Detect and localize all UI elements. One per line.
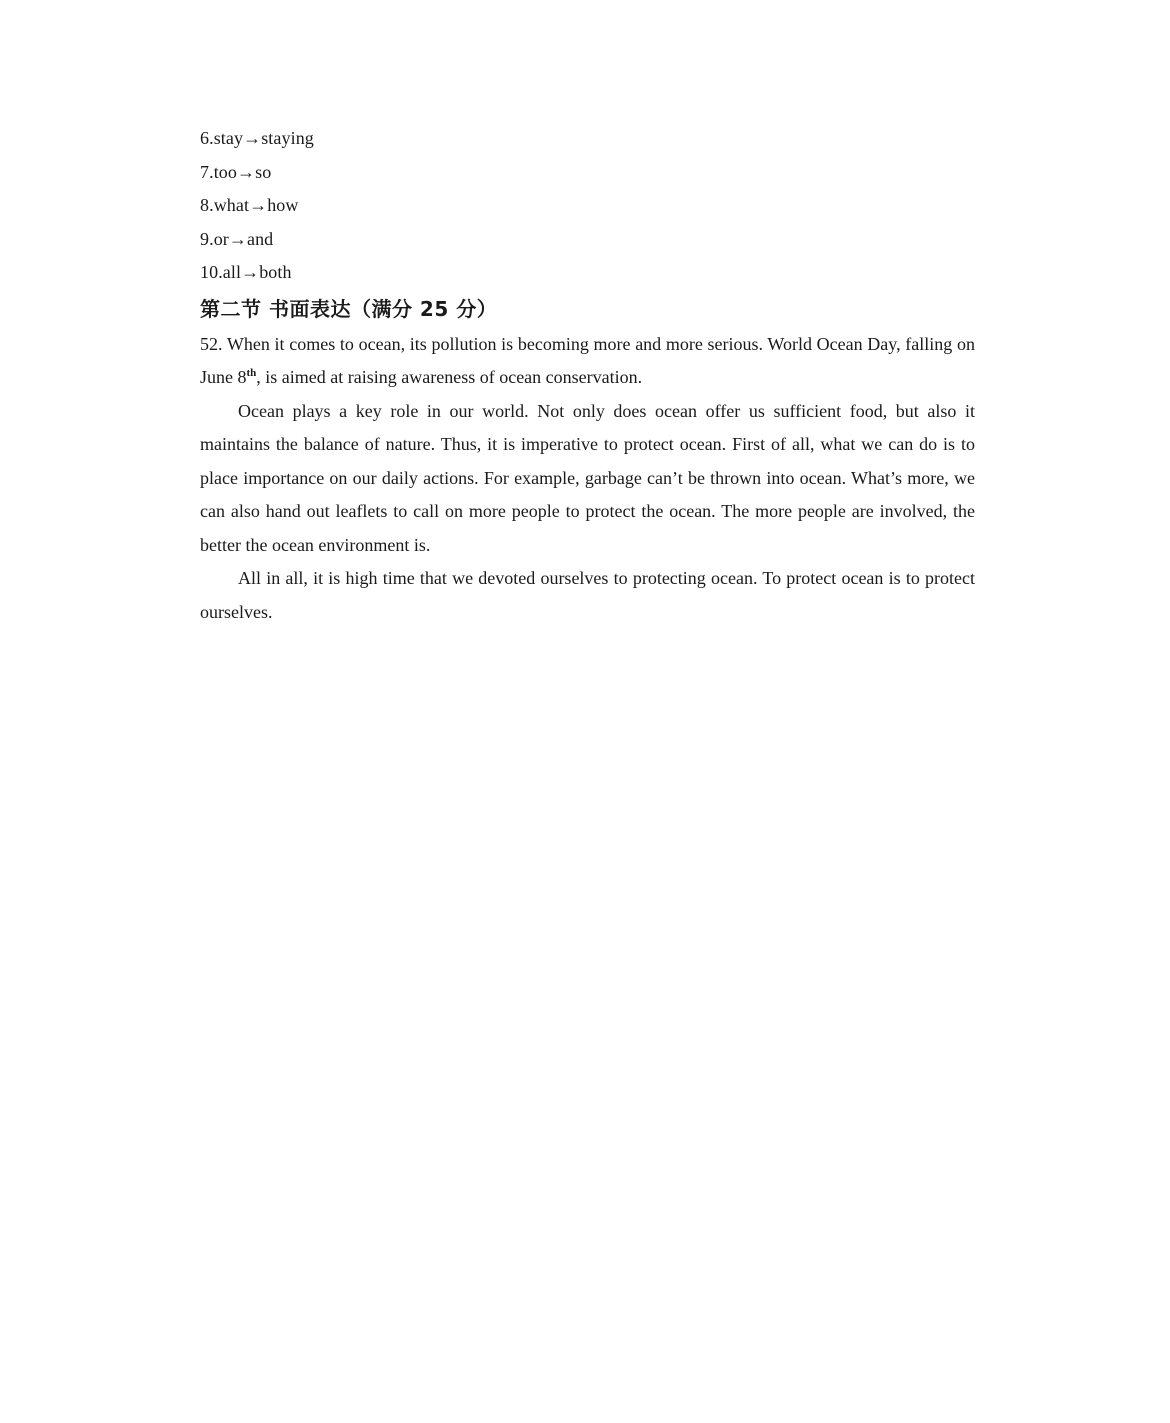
answer-item-8: 8.what→how <box>200 195 299 215</box>
ordinal-superscript: th <box>246 367 257 379</box>
section-heading: 第二节 书面表达（满分 25 分） <box>200 296 498 321</box>
essay-paragraph-1-text: 52. When it comes to ocean, its pollution is becoming more and more serious. World Ocean Day, falling on June 8 <box>200 333 975 387</box>
answer-item-9: 9.or→and <box>200 228 274 249</box>
essay-paragraph-1-tail: , is aimed at raising awareness of ocean conservation. <box>256 367 643 387</box>
answer-item-6: 6.stay→staying <box>200 128 314 148</box>
essay-paragraph-1 <box>200 328 975 395</box>
essay-paragraph-2: Ocean plays a key role in our world. Not only does ocean offer us sufficient food, but also it maintains the balance of nature. Thus, it is imperative to protect ocean. First of all, what we can do is to place importance on our daily actions. For example, garbage can’t be thrown into ocean. What’s more, we can also hand out leaflets to call on more people to protect the ocean. The more people are involved, the better the ocean environment is. <box>200 400 975 555</box>
answer-item-7: 7.too→so <box>200 161 272 182</box>
essay-paragraph-3: All in all, it is high time that we devoted ourselves to protecting ocean. To protect ocean is to protect ourselves. <box>200 568 975 622</box>
document-page <box>200 122 975 629</box>
answer-list <box>200 122 975 290</box>
answer-item-10: 10.all→both <box>200 262 292 282</box>
